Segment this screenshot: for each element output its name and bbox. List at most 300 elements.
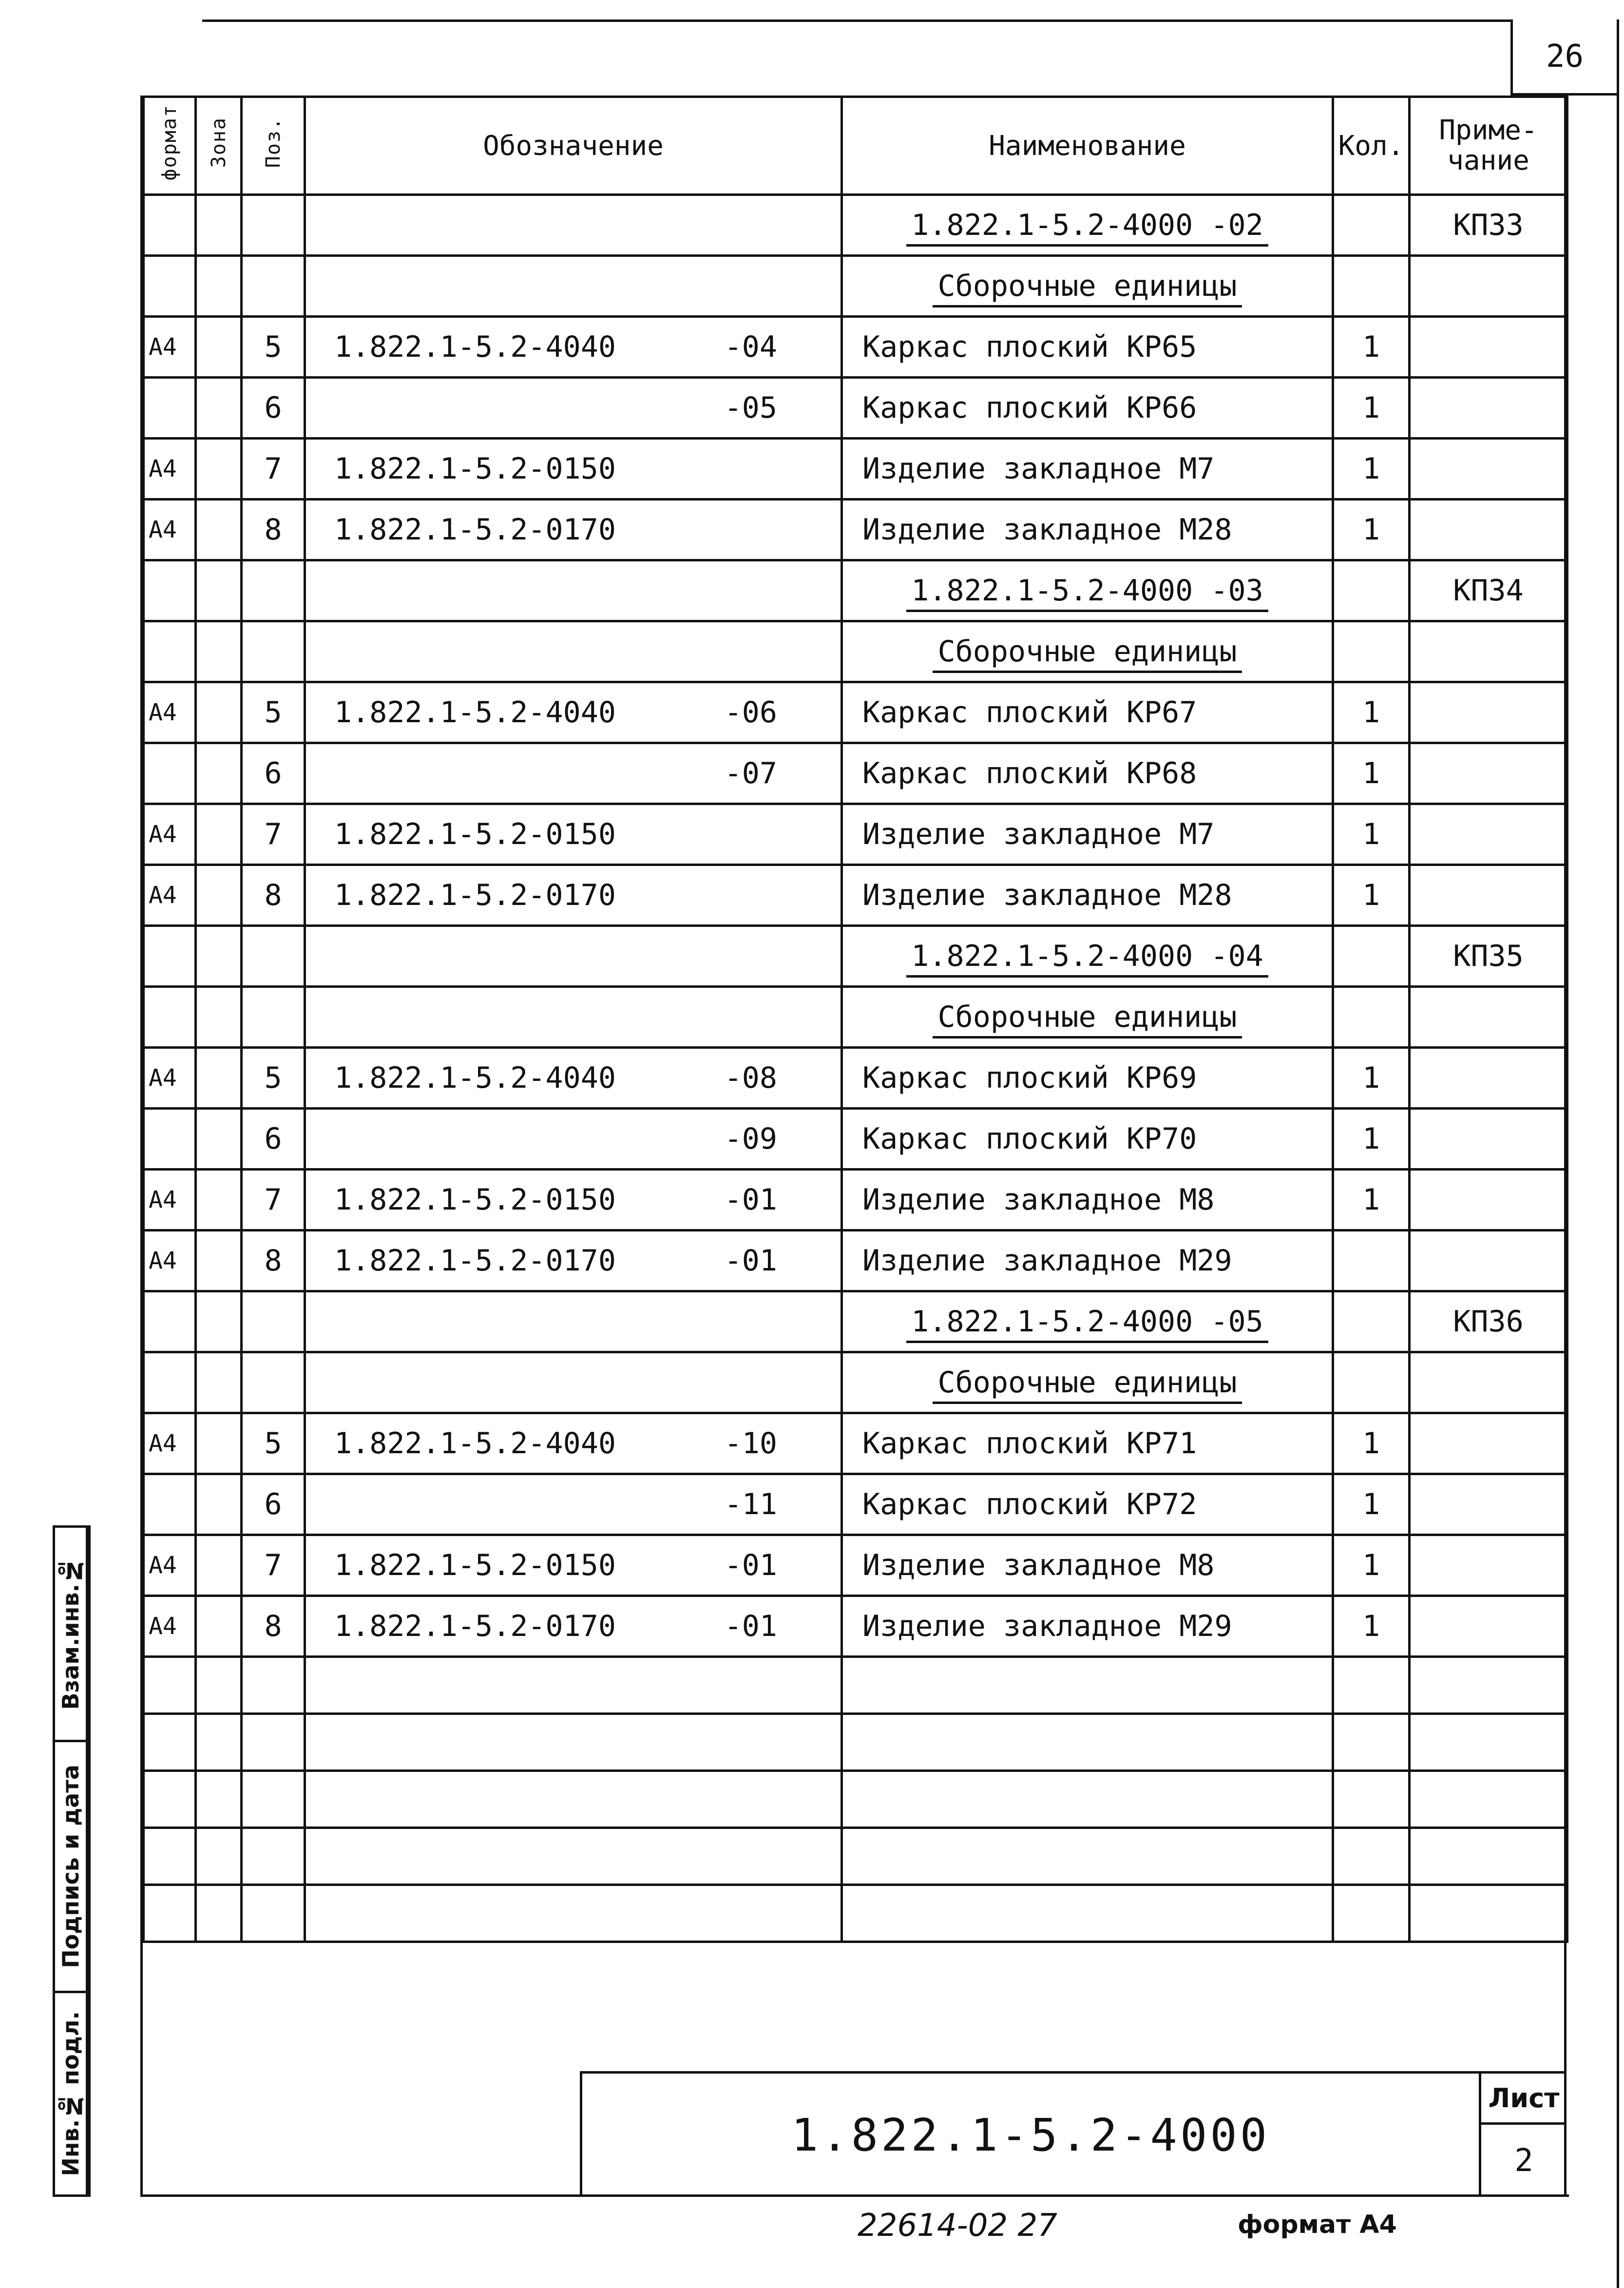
cell-zone	[196, 1231, 242, 1291]
cell-note	[1410, 378, 1567, 439]
name-text: Сборочные единицы	[933, 1365, 1242, 1404]
cell-zone	[196, 1109, 242, 1170]
side-stamp-sign-date	[53, 1740, 88, 1993]
name-text: Каркас плоский КР72	[862, 1487, 1197, 1521]
top-sheet-number-box	[1510, 19, 1617, 96]
cell-name	[842, 378, 1333, 439]
cell-zone	[196, 1596, 242, 1657]
cell-note	[1410, 743, 1567, 804]
table-row	[144, 378, 1567, 439]
cell-empty	[842, 1714, 1333, 1771]
designation-main: 1.822.1-5.2-0150	[334, 1183, 616, 1217]
cell-format: А4	[144, 804, 196, 865]
designation-suffix: -11	[724, 1487, 777, 1521]
cell-pos: 6	[242, 378, 305, 439]
table-row-group-title	[144, 926, 1567, 987]
designation-main: 1.822.1-5.2-0170	[334, 1244, 616, 1278]
table-row-group-subtitle	[144, 987, 1567, 1048]
cell-zone	[196, 378, 242, 439]
cell-name	[842, 317, 1333, 378]
side-stamp-orig-inv	[53, 1991, 88, 2197]
cell-qty	[1333, 926, 1410, 987]
cell-designation	[305, 1109, 842, 1170]
cell-note	[1410, 256, 1567, 317]
cell-designation	[305, 1413, 842, 1474]
name-text: Изделие закладное М7	[862, 452, 1215, 486]
cell-empty	[1333, 1714, 1410, 1771]
table-row	[144, 1535, 1567, 1596]
cell-format	[144, 1474, 196, 1535]
footer-doc-code: 22614-02 27	[858, 2208, 1057, 2244]
table-row	[144, 1231, 1567, 1291]
cell-format: А4	[144, 1231, 196, 1291]
cell-empty	[842, 1885, 1333, 1942]
cell-qty: 1	[1333, 1535, 1410, 1596]
cell-pos: 6	[242, 1109, 305, 1170]
name-text: Изделие закладное М7	[862, 817, 1215, 851]
cell-pos: 5	[242, 1413, 305, 1474]
cell-note	[1410, 865, 1567, 926]
cell-designation	[305, 378, 842, 439]
cell-note: КП36	[1410, 1291, 1567, 1352]
cell-name	[842, 256, 1333, 317]
cell-empty	[1410, 1714, 1567, 1771]
header-format: формат	[144, 97, 196, 195]
cell-pos: 5	[242, 682, 305, 743]
cell-qty: 1	[1333, 1048, 1410, 1109]
cell-zone	[196, 804, 242, 865]
cell-qty	[1333, 1291, 1410, 1352]
right-border-line	[1617, 19, 1619, 2288]
cell-empty	[842, 1771, 1333, 1828]
designation-main: 1.822.1-5.2-0170	[334, 1609, 616, 1643]
cell-designation	[305, 439, 842, 500]
cell-qty	[1333, 1231, 1410, 1291]
cell-zone	[196, 987, 242, 1048]
cell-qty: 1	[1333, 1170, 1410, 1231]
cell-empty	[144, 1657, 196, 1714]
sheet-label-cell	[1481, 2074, 1567, 2125]
cell-empty	[305, 1714, 842, 1771]
table-row-empty	[144, 1885, 1567, 1942]
table-row-group-subtitle	[144, 1352, 1567, 1413]
cell-pos	[242, 1352, 305, 1413]
cell-format	[144, 743, 196, 804]
cell-zone	[196, 500, 242, 560]
cell-designation	[305, 865, 842, 926]
designation-suffix: -09	[724, 1122, 777, 1156]
table-row	[144, 1170, 1567, 1231]
cell-qty: 1	[1333, 317, 1410, 378]
cell-zone	[196, 1413, 242, 1474]
cell-pos	[242, 926, 305, 987]
designation-main: 1.822.1-5.2-0150	[334, 817, 616, 851]
cell-qty: 1	[1333, 743, 1410, 804]
designation-main: 1.822.1-5.2-4040	[334, 1061, 616, 1095]
designation-suffix: -05	[724, 391, 777, 425]
cell-qty: 1	[1333, 378, 1410, 439]
cell-name	[842, 682, 1333, 743]
sheet-number: 2	[1514, 2143, 1533, 2179]
side-stamp-swap-inv	[53, 1525, 88, 1742]
table-row	[144, 682, 1567, 743]
table-row-empty	[144, 1657, 1567, 1714]
cell-note: КП33	[1410, 195, 1567, 256]
cell-qty	[1333, 621, 1410, 682]
cell-empty	[1333, 1828, 1410, 1885]
table-row	[144, 500, 1567, 560]
cell-note	[1410, 987, 1567, 1048]
name-text: 1.822.1-5.2-4000 -05	[906, 1305, 1268, 1343]
cell-note	[1410, 1535, 1567, 1596]
cell-note	[1410, 1596, 1567, 1657]
cell-empty	[242, 1828, 305, 1885]
name-text: Изделие закладное М28	[862, 513, 1232, 547]
cell-name	[842, 1231, 1333, 1291]
table-row	[144, 1474, 1567, 1535]
cell-note	[1410, 439, 1567, 500]
cell-empty	[842, 1657, 1333, 1714]
cell-note	[1410, 621, 1567, 682]
cell-designation	[305, 621, 842, 682]
cell-name	[842, 1048, 1333, 1109]
cell-note	[1410, 1109, 1567, 1170]
table-header-row	[144, 97, 1567, 195]
cell-name	[842, 1170, 1333, 1231]
name-text: Сборочные единицы	[933, 269, 1242, 308]
designation-suffix: -08	[724, 1061, 777, 1095]
cell-designation	[305, 1535, 842, 1596]
header-designation: Обозначение	[305, 97, 842, 195]
cell-empty	[196, 1714, 242, 1771]
cell-zone	[196, 1291, 242, 1352]
cell-note	[1410, 1413, 1567, 1474]
cell-note	[1410, 804, 1567, 865]
cell-name	[842, 1291, 1333, 1352]
cell-empty	[1333, 1771, 1410, 1828]
cell-empty	[144, 1714, 196, 1771]
title-block	[580, 2071, 1567, 2197]
table-row-group-subtitle	[144, 621, 1567, 682]
cell-designation	[305, 1352, 842, 1413]
cell-zone	[196, 682, 242, 743]
name-text: 1.822.1-5.2-4000 -02	[906, 208, 1268, 247]
cell-name	[842, 987, 1333, 1048]
header-qty: Кол.	[1333, 97, 1410, 195]
cell-pos	[242, 987, 305, 1048]
cell-name	[842, 621, 1333, 682]
cell-name	[842, 560, 1333, 621]
name-text: Сборочные единицы	[933, 1000, 1242, 1038]
cell-designation	[305, 317, 842, 378]
cell-designation	[305, 1474, 842, 1535]
cell-empty	[144, 1771, 196, 1828]
cell-note: КП35	[1410, 926, 1567, 987]
top-border-line	[202, 19, 1513, 22]
cell-empty	[305, 1885, 842, 1942]
cell-zone	[196, 195, 242, 256]
cell-format: А4	[144, 439, 196, 500]
cell-zone	[196, 1352, 242, 1413]
name-text: 1.822.1-5.2-4000 -04	[906, 939, 1268, 978]
cell-zone	[196, 926, 242, 987]
cell-pos: 7	[242, 439, 305, 500]
header-note: Приме- чание	[1410, 97, 1567, 195]
footer-format: формат А4	[1238, 2210, 1397, 2239]
cell-designation	[305, 1231, 842, 1291]
table-row	[144, 1109, 1567, 1170]
cell-pos: 5	[242, 1048, 305, 1109]
designation-suffix: -01	[724, 1609, 777, 1643]
name-text: 1.822.1-5.2-4000 -03	[906, 574, 1268, 612]
cell-empty	[1410, 1771, 1567, 1828]
cell-name	[842, 195, 1333, 256]
cell-designation	[305, 743, 842, 804]
cell-empty	[242, 1657, 305, 1714]
cell-pos: 7	[242, 1535, 305, 1596]
cell-pos	[242, 560, 305, 621]
cell-empty	[144, 1828, 196, 1885]
designation-main: 1.822.1-5.2-4040	[334, 1426, 616, 1461]
cell-name	[842, 1109, 1333, 1170]
cell-format: А4	[144, 1535, 196, 1596]
cell-zone	[196, 1048, 242, 1109]
cell-pos: 8	[242, 865, 305, 926]
cell-note	[1410, 1474, 1567, 1535]
cell-qty: 1	[1333, 804, 1410, 865]
cell-designation	[305, 804, 842, 865]
cell-note	[1410, 1231, 1567, 1291]
cell-pos: 7	[242, 1170, 305, 1231]
designation-main: 1.822.1-5.2-0150	[334, 452, 616, 486]
cell-note	[1410, 317, 1567, 378]
designation-suffix: -01	[724, 1244, 777, 1278]
cell-zone	[196, 560, 242, 621]
cell-empty	[242, 1714, 305, 1771]
cell-pos: 8	[242, 1231, 305, 1291]
cell-empty	[1410, 1885, 1567, 1942]
sheet-cell	[1479, 2074, 1567, 2197]
cell-empty	[1333, 1885, 1410, 1942]
designation-suffix: -04	[724, 330, 777, 364]
header-zone: Зона	[196, 97, 242, 195]
designation-suffix: -01	[724, 1183, 777, 1217]
cell-designation	[305, 1170, 842, 1231]
cell-empty	[1410, 1657, 1567, 1714]
designation-main: 1.822.1-5.2-4040	[334, 330, 616, 364]
cell-empty	[305, 1771, 842, 1828]
cell-note	[1410, 1170, 1567, 1231]
name-text: Каркас плоский КР71	[862, 1426, 1197, 1461]
table-row	[144, 1048, 1567, 1109]
cell-qty: 1	[1333, 865, 1410, 926]
cell-empty	[242, 1771, 305, 1828]
table-row	[144, 804, 1567, 865]
cell-note: КП34	[1410, 560, 1567, 621]
cell-format	[144, 560, 196, 621]
cell-qty: 1	[1333, 500, 1410, 560]
name-text: Каркас плоский КР65	[862, 330, 1197, 364]
designation-suffix: -01	[724, 1548, 777, 1582]
designation-suffix: -10	[724, 1426, 777, 1461]
sheet-number-cell	[1481, 2125, 1567, 2197]
cell-format	[144, 926, 196, 987]
cell-format: А4	[144, 865, 196, 926]
cell-designation	[305, 987, 842, 1048]
cell-pos: 6	[242, 743, 305, 804]
table-row	[144, 743, 1567, 804]
designation-suffix: -07	[724, 756, 777, 790]
cell-note	[1410, 1048, 1567, 1109]
cell-empty	[196, 1828, 242, 1885]
side-stamp-sign-date-label: Подпись и дата	[57, 1765, 84, 1968]
specification-table	[142, 96, 1568, 1943]
cell-format	[144, 987, 196, 1048]
top-sheet-number: 26	[1546, 38, 1584, 75]
cell-pos: 8	[242, 1596, 305, 1657]
cell-format	[144, 1352, 196, 1413]
cell-note	[1410, 1352, 1567, 1413]
cell-pos: 7	[242, 804, 305, 865]
cell-format: А4	[144, 682, 196, 743]
cell-empty	[1410, 1828, 1567, 1885]
cell-empty	[1333, 1657, 1410, 1714]
cell-qty	[1333, 195, 1410, 256]
designation-main: 1.822.1-5.2-4040	[334, 695, 616, 730]
side-stamp-swap-inv-label: Взам.инв.№	[57, 1557, 84, 1710]
table-row-empty	[144, 1771, 1567, 1828]
cell-empty	[144, 1885, 196, 1942]
designation-main: 1.822.1-5.2-0170	[334, 878, 616, 912]
cell-empty	[196, 1885, 242, 1942]
cell-qty: 1	[1333, 1596, 1410, 1657]
cell-qty	[1333, 256, 1410, 317]
cell-name	[842, 743, 1333, 804]
cell-format	[144, 621, 196, 682]
cell-pos: 8	[242, 500, 305, 560]
name-text: Каркас плоский КР66	[862, 391, 1197, 425]
title-block-designation	[582, 2074, 1479, 2197]
cell-qty: 1	[1333, 682, 1410, 743]
cell-empty	[305, 1657, 842, 1714]
cell-qty: 1	[1333, 1474, 1410, 1535]
cell-qty	[1333, 1352, 1410, 1413]
table-row	[144, 865, 1567, 926]
table-row-group-title	[144, 560, 1567, 621]
cell-name	[842, 1596, 1333, 1657]
cell-zone	[196, 1170, 242, 1231]
cell-zone	[196, 1474, 242, 1535]
designation-main: 1.822.1-5.2-0150	[334, 1548, 616, 1582]
table-row	[144, 317, 1567, 378]
cell-qty: 1	[1333, 1413, 1410, 1474]
cell-empty	[305, 1828, 842, 1885]
cell-designation	[305, 256, 842, 317]
cell-pos	[242, 195, 305, 256]
cell-pos	[242, 256, 305, 317]
table-row-empty	[144, 1828, 1567, 1885]
cell-empty	[196, 1657, 242, 1714]
cell-format: А4	[144, 317, 196, 378]
cell-qty: 1	[1333, 439, 1410, 500]
table-row-empty	[144, 1714, 1567, 1771]
table-row	[144, 1413, 1567, 1474]
cell-empty	[242, 1885, 305, 1942]
cell-empty	[196, 1771, 242, 1828]
cell-zone	[196, 621, 242, 682]
cell-format: А4	[144, 1413, 196, 1474]
cell-zone	[196, 317, 242, 378]
table-row	[144, 1596, 1567, 1657]
cell-name	[842, 1474, 1333, 1535]
cell-designation	[305, 1291, 842, 1352]
cell-note	[1410, 500, 1567, 560]
cell-format	[144, 256, 196, 317]
cell-zone	[196, 256, 242, 317]
cell-designation	[305, 682, 842, 743]
table-row-group-title	[144, 195, 1567, 256]
cell-name	[842, 926, 1333, 987]
table-row	[144, 439, 1567, 500]
cell-zone	[196, 1535, 242, 1596]
name-text: Каркас плоский КР69	[862, 1061, 1197, 1095]
designation-main: 1.822.1-5.2-0170	[334, 513, 616, 547]
name-text: Каркас плоский КР67	[862, 695, 1197, 730]
header-name: Наименование	[842, 97, 1333, 195]
name-text: Изделие закладное М8	[862, 1183, 1215, 1217]
cell-pos: 5	[242, 317, 305, 378]
side-stamp-orig-inv-label: Инв.№ подл.	[57, 2011, 84, 2176]
cell-zone	[196, 865, 242, 926]
cell-name	[842, 500, 1333, 560]
cell-qty	[1333, 560, 1410, 621]
cell-format: А4	[144, 500, 196, 560]
cell-pos: 6	[242, 1474, 305, 1535]
side-stamp-right-line	[88, 1525, 91, 2197]
name-text: Изделие закладное М29	[862, 1244, 1232, 1278]
name-text: Каркас плоский КР70	[862, 1122, 1197, 1156]
cell-designation	[305, 560, 842, 621]
cell-name	[842, 439, 1333, 500]
cell-designation	[305, 500, 842, 560]
table-row-group-title	[144, 1291, 1567, 1352]
cell-name	[842, 1413, 1333, 1474]
cell-pos	[242, 1291, 305, 1352]
cell-designation	[305, 1048, 842, 1109]
name-text: Каркас плоский КР68	[862, 756, 1197, 790]
cell-note	[1410, 682, 1567, 743]
table-row-group-subtitle	[144, 256, 1567, 317]
cell-name	[842, 804, 1333, 865]
name-text: Изделие закладное М29	[862, 1609, 1232, 1643]
cell-qty	[1333, 987, 1410, 1048]
cell-format	[144, 378, 196, 439]
cell-format: А4	[144, 1048, 196, 1109]
cell-name	[842, 1535, 1333, 1596]
sheet-label: Лист	[1488, 2082, 1560, 2114]
cell-pos	[242, 621, 305, 682]
cell-format	[144, 195, 196, 256]
cell-name	[842, 1352, 1333, 1413]
designation-suffix: -06	[724, 695, 777, 730]
cell-designation	[305, 926, 842, 987]
stamp-designation: 1.822.1-5.2-4000	[791, 2109, 1270, 2161]
name-text: Изделие закладное М8	[862, 1548, 1215, 1582]
cell-empty	[842, 1828, 1333, 1885]
cell-designation	[305, 1596, 842, 1657]
cell-name	[842, 865, 1333, 926]
cell-format: А4	[144, 1170, 196, 1231]
